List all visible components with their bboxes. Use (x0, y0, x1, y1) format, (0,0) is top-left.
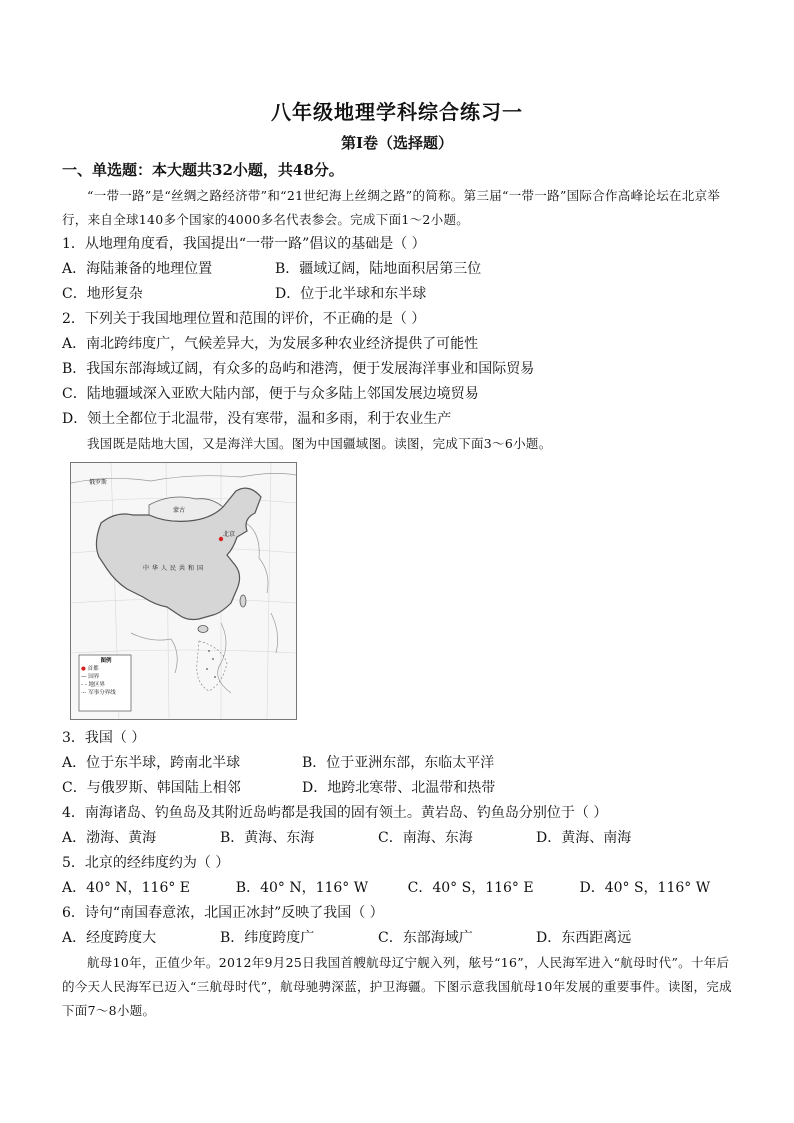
question-stem: 3．我国（ ） (62, 730, 146, 746)
option-b[interactable]: B．纬度跨度广 (220, 930, 315, 946)
label-beijing: 北京 (223, 531, 236, 538)
option-d[interactable]: D．40° S，116° W (579, 880, 711, 896)
option-d[interactable]: D．黄海、南海 (536, 830, 632, 846)
question-4 (62, 801, 732, 851)
passage-2: 我国既是陆地大国，又是海洋大国。图为中国疆域图。读图，完成下面3～6小题。 (87, 436, 552, 451)
option-a[interactable]: A．渤海、黄海 (62, 830, 157, 846)
legend-capital-label: 首都 (87, 666, 99, 672)
option-c[interactable]: C．与俄罗斯、韩国陆上相邻 (62, 780, 241, 796)
label-mongolia: 蒙古 (173, 507, 186, 514)
legend-title: 图例 (100, 658, 112, 664)
option-c[interactable]: C．40° S，116° E (407, 880, 534, 896)
section-heading: 一、单选题：本大题共32小题，共48分。 (62, 161, 344, 179)
option-a[interactable]: A．南北跨纬度广，气候差异大，为发展多种农业经济提供了可能性 (62, 336, 479, 352)
option-a[interactable]: A．40° N，116° E (62, 880, 191, 896)
option-b[interactable]: B．疆域辽阔，陆地面积居第三位 (275, 261, 482, 277)
options-row (62, 926, 732, 951)
option-a[interactable]: A．经度跨度大 (62, 930, 157, 946)
options-row (62, 751, 732, 776)
legend-region-label: 地区界 (88, 682, 105, 688)
question-3 (62, 726, 732, 801)
question-2 (62, 307, 732, 432)
question-6 (62, 901, 732, 951)
legend-row-capital (81, 665, 131, 673)
legend (81, 657, 131, 697)
legend-row-region: - - 地区界 (81, 682, 105, 688)
options-row (62, 776, 732, 801)
option-c[interactable]: C．东部海域广 (378, 930, 473, 946)
option-b[interactable]: B．黄海、东海 (220, 830, 315, 846)
legend-row-border: — 国界 (81, 674, 100, 680)
question-stem: 6．诗句“南国春意浓，北国正冰封”反映了我国（ ） (62, 905, 384, 921)
options-row (62, 282, 732, 307)
legend-line-label: 军事分界线 (88, 690, 116, 696)
question-stem: 1．从地理角度看，我国提出“一带一路”倡议的基础是（ ） (62, 236, 426, 252)
passage-3: 航母10年，正值少年。2012年9月25日我国首艘航母辽宁舰入列，舷号“16”，人民海军进入“航母时代”。十年后的今天人民海军已迈入“三航母时代”，航母驰骋深蓝，护卫海疆。下图示意我国航母10年发展的重要事件。读图，完成下面7～8小题。 (62, 955, 732, 1018)
option-b[interactable]: B．位于亚洲东部，东临太平洋 (302, 755, 495, 771)
option-d[interactable]: D．领土全都位于北温带，没有寒带，温和多雨，利于农业生产 (62, 411, 452, 427)
legend-row-line: ·-· 军事分界线 (81, 690, 116, 696)
option-b[interactable]: B．40° N，116° W (235, 880, 369, 896)
china-territory-map (70, 462, 297, 720)
option-c[interactable]: C．陆地疆域深入亚欧大陆内部，便于与众多陆上邻国发展边境贸易 (62, 386, 479, 402)
options-row (62, 876, 732, 901)
page-title: 八年级地理学科综合练习一 (271, 100, 523, 124)
exam-page (62, 96, 732, 1023)
option-a[interactable]: A．海陆兼备的地理位置 (62, 261, 213, 277)
question-stem: 4．南海诸岛、钓鱼岛及其附近岛屿都是我国的固有领土。黄岩岛、钓鱼岛分别位于（ ） (62, 805, 608, 821)
red-dot-icon: ● (81, 666, 86, 672)
option-c[interactable]: C．地形复杂 (62, 286, 143, 302)
question-5 (62, 851, 732, 901)
options-row (62, 826, 732, 851)
question-stem: 5．北京的经纬度约为（ ） (62, 855, 230, 871)
option-d[interactable]: D．地跨北寒带、北温带和热带 (302, 780, 496, 796)
passage-1: “一带一路”是“丝绸之路经济带”和“21世纪海上丝绸之路”的简称。第三届“一带一路”国际合作高峰论坛在北京举行，来自全球140多个国家的4000多名代表参会。完成下面1～2小题。 (62, 188, 721, 227)
label-russia: 俄罗斯 (89, 479, 108, 486)
question-stem: 2．下列关于我国地理位置和范围的评价，不正确的是（ ） (62, 311, 426, 327)
option-a[interactable]: A．位于东半球，跨南北半球 (62, 755, 241, 771)
option-d[interactable]: D．位于北半球和东半球 (275, 286, 427, 302)
option-c[interactable]: C．南海、东海 (378, 830, 473, 846)
options-row (62, 257, 732, 282)
page-subtitle: 第Ⅰ卷（选择题） (340, 134, 454, 152)
option-d[interactable]: D．东西距离远 (536, 930, 632, 946)
option-b[interactable]: B．我国东部海域辽阔，有众多的岛屿和港湾，便于发展海洋事业和国际贸易 (62, 361, 535, 377)
label-china: 中华人民共和国 (143, 565, 207, 572)
question-1 (62, 232, 732, 307)
legend-border-label: 国界 (88, 674, 100, 680)
